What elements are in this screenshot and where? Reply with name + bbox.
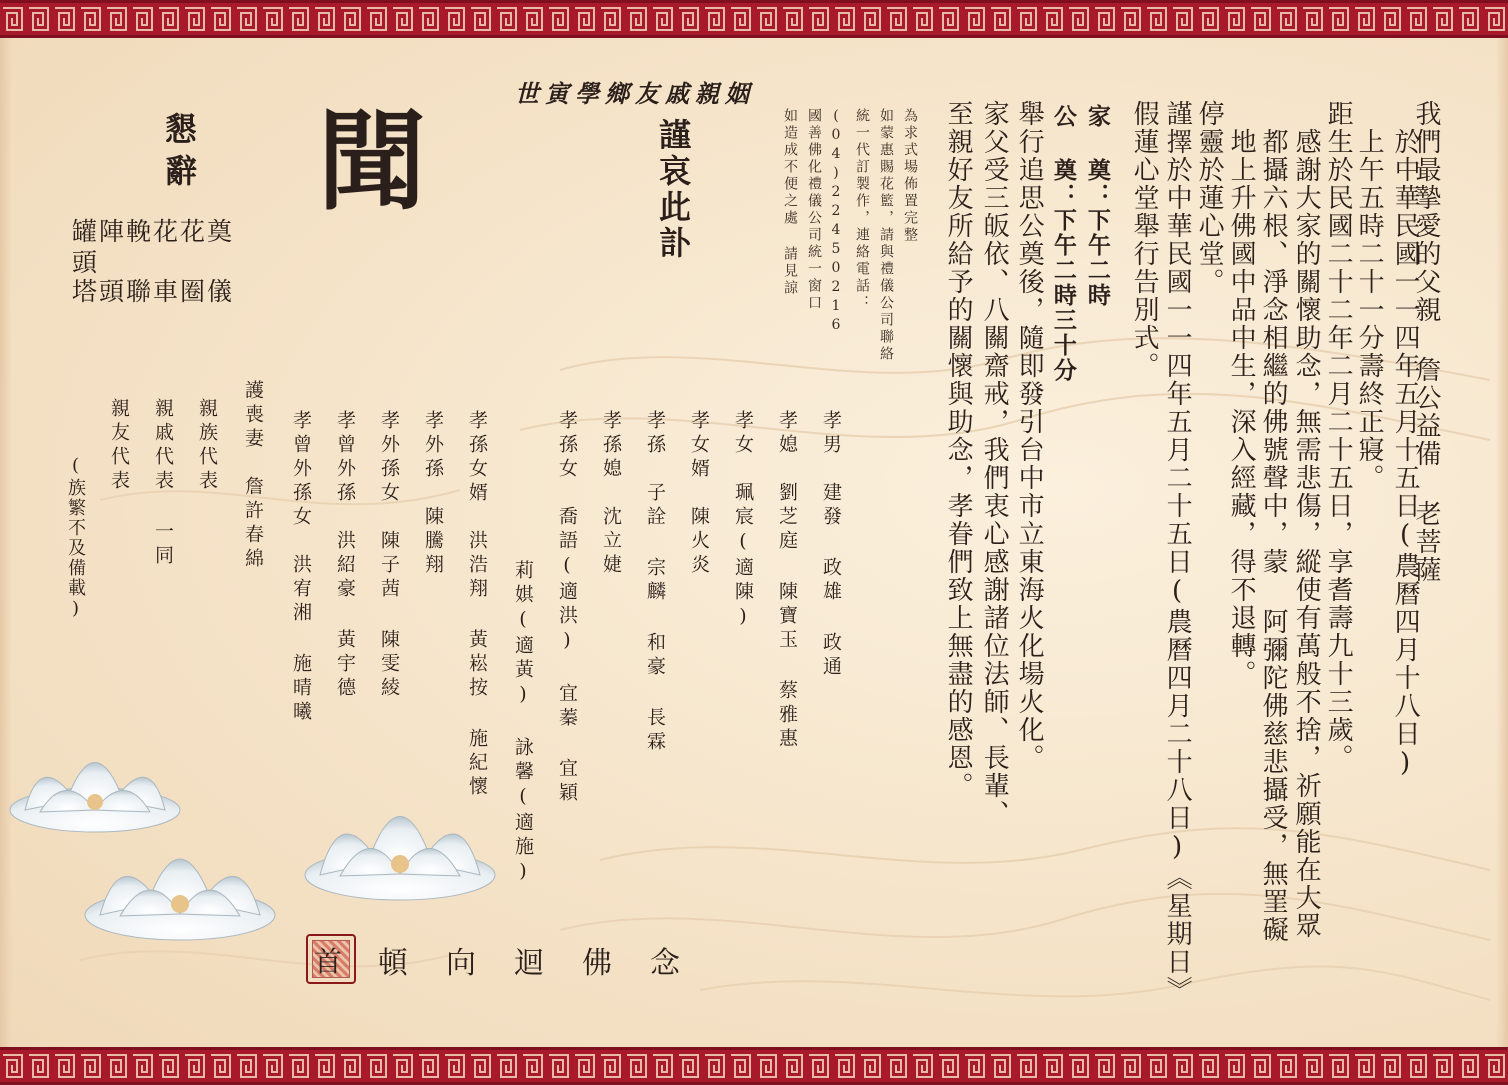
notice-line-2: 如蒙惠賜花籃，請與禮儀公司聯絡 [878, 108, 894, 363]
family-member-column [376, 410, 403, 701]
family-names: 陳火炎 [688, 482, 710, 578]
announcement-line-4: 距生於民國二十二年二月二十五日，享耆壽九十三歲。 [1323, 100, 1354, 772]
family-role: 孝曾外孫 [334, 410, 356, 506]
announcement-line: 我們最摯愛的父親 詹公益備 老菩薩 [1411, 100, 1441, 584]
family-names: 喬語(適洪) 宜蓁 宜穎 [556, 482, 578, 806]
family-names: 洪浩翔 黃崧按 施紀懷 [466, 506, 488, 800]
family-names: 珮宸(適陳) [732, 458, 754, 632]
family-role: 孝男 [820, 410, 842, 458]
family-member-column [240, 380, 267, 572]
family-names: 莉娸(適黃) 詠馨(適施) [512, 560, 534, 887]
relatives-line-2: 親戚代表 一同 [152, 398, 174, 569]
family-role: 孝孫媳 [600, 410, 622, 482]
family-member-column [288, 410, 315, 725]
family-member-column [554, 410, 581, 806]
decline-item-cans: 罐陣輓花花奠 [72, 217, 235, 246]
announcement-line-2: 於中華民國一一四年五月十五日(農曆四月十八日) [1390, 128, 1421, 780]
family-role: 孝曾外孫女 [290, 410, 312, 530]
notice-line-6: 如造成不便之處 請見諒 [782, 108, 798, 297]
family-role: 孝孫女婿 [466, 410, 488, 506]
family-role: 孝孫 [644, 410, 666, 458]
family-member-column [420, 410, 447, 578]
family-member-column [686, 410, 713, 578]
decline-row-2: 頭 [72, 248, 98, 277]
public-rite-time: 公 奠：下午二時三十分 [1049, 104, 1077, 383]
family-member-column [598, 410, 625, 578]
family-names: 陳騰翔 [422, 482, 444, 578]
wen-character: 聞 [318, 99, 427, 225]
family-names: 洪紹豪 黃宇德 [334, 506, 356, 701]
banner-title: 世寅學鄉友戚親姻 [515, 79, 755, 108]
notice-line-1: 為求式場佈置完整 [902, 108, 918, 244]
announcement-line-10: 假蓮心堂舉行告別式。 [1129, 100, 1160, 380]
footer-text: 頓向迴佛念 [378, 946, 718, 981]
fret-pattern-bottom [0, 1047, 1508, 1085]
bottom-border [0, 1047, 1508, 1085]
announcement-line-9: 謹擇於中華民國一一四年五月二十五日(農曆四月二十八日)《星期日》 [1162, 100, 1193, 1004]
right-edge-shade [1496, 38, 1508, 1047]
family-role: 孝女 [732, 410, 754, 458]
family-role: 孝媳 [776, 410, 798, 458]
decline-title: 懇辭 [160, 112, 198, 196]
family-member-column [642, 410, 669, 755]
notice-line-5: 國善佛化禮儀公司統一窗口 [806, 108, 822, 312]
sorrow-heading: 謹哀此訃 [654, 118, 692, 262]
relatives-line-3: 親友代表 [108, 398, 130, 494]
fret-pattern-top [0, 0, 1508, 38]
top-border [0, 0, 1508, 38]
family-names: 沈立婕 [600, 482, 622, 578]
decline-row-3: 塔頭聯車圈儀 [72, 277, 235, 306]
notice-phone: (04)22450216 [828, 108, 844, 336]
family-role: 孝外孫 [422, 410, 444, 482]
family-names: 子詮 宗麟 和豪 長霖 [644, 458, 666, 755]
footer-seal-char: 首 [314, 945, 343, 978]
announcement-line-5: 感謝大家的關懷助念，無需悲傷，縱使有萬般不捨，祈願能在大眾 [1291, 128, 1322, 940]
lotus-1 [10, 763, 180, 833]
family-names: 陳子茜 陳雯綾 [378, 506, 400, 701]
family-member-column [818, 410, 845, 680]
lotus-3 [305, 817, 495, 901]
relatives-line-1: 親族代表 [196, 398, 218, 494]
family-role: 護喪妻 [242, 380, 264, 452]
family-names: 詹許春綿 [242, 452, 264, 572]
family-names: 洪宥湘 施晴曦 [290, 530, 312, 725]
announcement-line-3: 上午五時二十一分壽終正寢。 [1354, 128, 1385, 492]
family-role: 孝外孫女 [378, 410, 400, 506]
closing-line-1: 舉行追思公奠後，隨即發引台中市立東海火化場火化。 [1014, 100, 1045, 772]
relatives-note: (族繁不及備載) [65, 455, 86, 621]
family-member-column [730, 410, 757, 632]
family-role: 孝孫女 [556, 410, 578, 482]
closing-line-2: 家父受三皈依、八關齋戒，我們衷心感謝諸位法師、長輩、 [979, 100, 1010, 828]
announcement-line-6: 都攝六根、淨念相繼的佛號聲中，蒙 阿彌陀佛慈悲攝受，無罣礙 [1258, 128, 1289, 944]
family-member-column [774, 410, 801, 752]
family-member-column [332, 410, 359, 701]
family-role: 孝女婿 [688, 410, 710, 482]
family-names: 建發 政雄 政通 [820, 458, 842, 680]
notice-line-3: 統一代訂製作，連絡電話： [854, 108, 870, 312]
announcement-line-7: 地上升佛國中品中生，深入經藏，得不退轉。 [1226, 128, 1257, 688]
family-rite-time: 家 奠：下午二時 [1083, 104, 1111, 308]
lotus-2 [85, 859, 275, 940]
family-names: 劉芝庭 陳寶玉 蔡雅惠 [776, 458, 798, 752]
closing-line-3: 至親好友所給予的關懷與助念，孝眷們致上無盡的感恩。 [943, 100, 974, 800]
announcement-line-8: 停靈於蓮心堂。 [1194, 100, 1225, 296]
